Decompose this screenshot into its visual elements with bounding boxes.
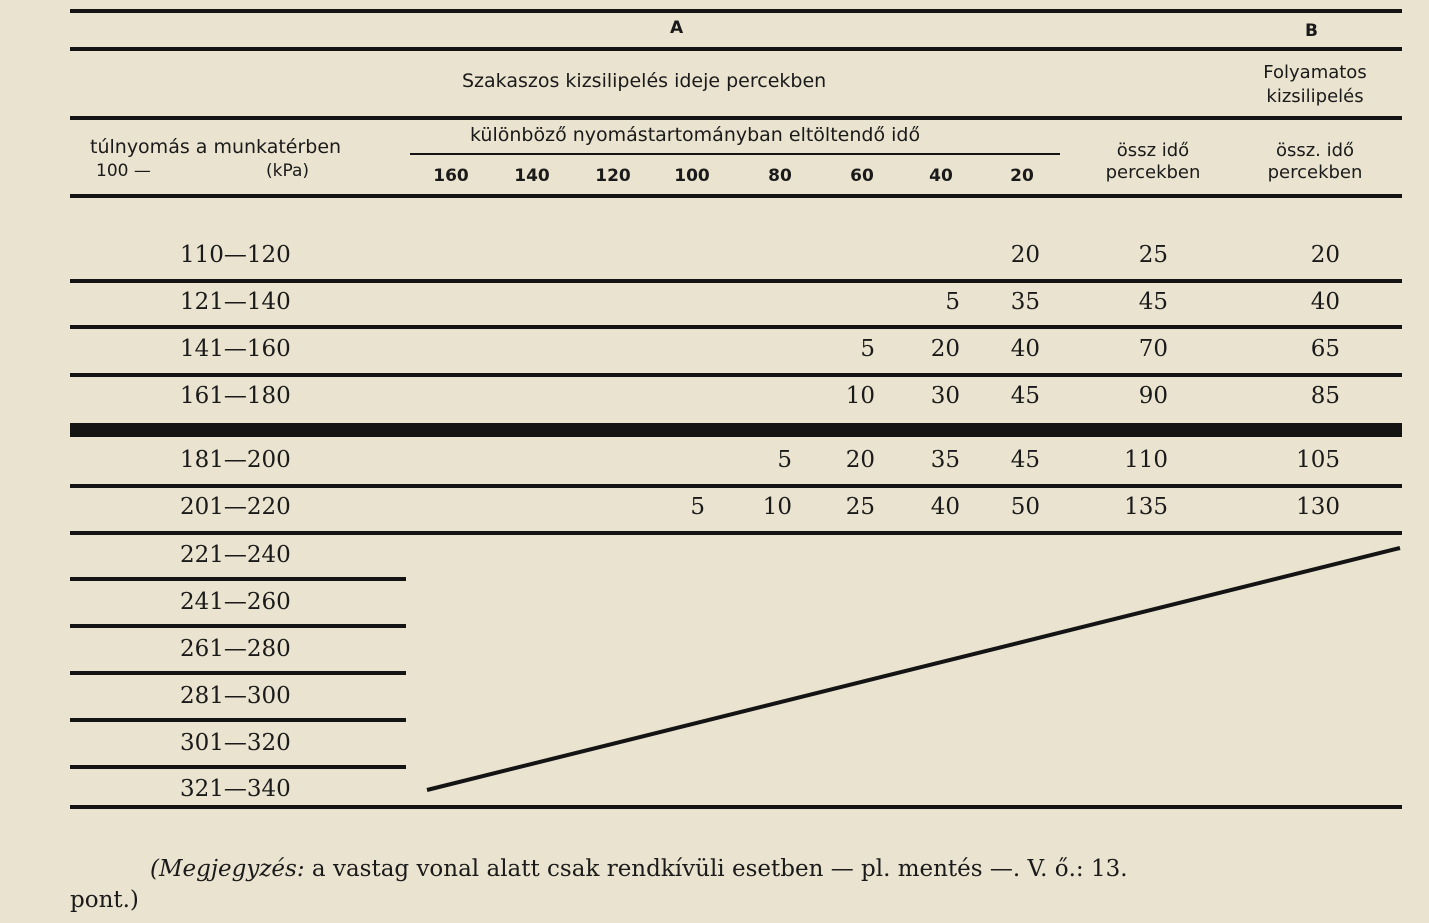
total-a: 110	[1124, 447, 1168, 473]
pressure-range: 121—140	[180, 289, 291, 315]
cell-60: 5	[860, 336, 875, 362]
bottom-rule	[70, 805, 1402, 809]
cell-60: 25	[845, 494, 875, 520]
cell-80: 5	[777, 447, 792, 473]
diagonal-line	[427, 548, 1400, 790]
cell-60: 20	[845, 447, 875, 473]
cell-80: 10	[762, 494, 792, 520]
total-a-header-line2: percekben	[1105, 162, 1201, 183]
cell-40: 35	[930, 447, 960, 473]
subrange-header: különböző nyomástartományban eltöltendő idő	[470, 124, 921, 146]
pressure-range: 201—220	[180, 494, 291, 520]
pressure-tick-20: 20	[1010, 166, 1034, 186]
cell-100: 5	[690, 494, 705, 520]
cell-20: 45	[1010, 383, 1040, 409]
cell-40: 40	[930, 494, 960, 520]
total-a: 135	[1124, 494, 1168, 520]
pressure-range: 321—340	[180, 776, 291, 802]
row-rule-short	[70, 765, 406, 769]
row-rule	[70, 484, 1402, 488]
total-b-header-line1: össz. idő	[1275, 140, 1355, 161]
footnote-label: (Megjegyzés:	[150, 856, 305, 882]
pressure-tick-100: 100	[674, 166, 710, 186]
pressure-tick-140: 140	[514, 166, 550, 186]
column-a-title: Szakaszos kizsilipelés ideje percekben	[462, 70, 827, 92]
pressure-unit-left: 100 —	[96, 161, 151, 181]
row-rule-short	[70, 671, 406, 675]
cell-40: 5	[945, 289, 960, 315]
row-rule	[70, 279, 1402, 283]
total-a-header-line1: össz idő	[1116, 140, 1190, 161]
column-b-title-line2: kizsilipelés	[1266, 86, 1364, 107]
pressure-header: túlnyomás a munkatérben	[90, 136, 342, 158]
row-rule-short	[70, 577, 406, 581]
total-b: 105	[1296, 447, 1340, 473]
header-rule-2	[70, 116, 1402, 120]
header-rule-1	[70, 47, 1402, 51]
total-b: 85	[1310, 383, 1340, 409]
subrange-underline	[410, 153, 1060, 155]
footnote-line2: pont.)	[70, 887, 139, 913]
pressure-tick-120: 120	[595, 166, 631, 186]
column-b-letter: B	[1305, 21, 1318, 41]
column-b-title-line1: Folyamatos	[1263, 62, 1367, 83]
footnote-line1	[150, 856, 1128, 882]
thick-separator-line	[70, 423, 1402, 437]
top-rule	[70, 9, 1402, 13]
row-rule	[70, 531, 1402, 535]
pressure-tick-60: 60	[850, 166, 874, 186]
cell-20: 50	[1010, 494, 1040, 520]
pressure-unit-right: (kPa)	[266, 161, 310, 181]
total-a: 45	[1138, 289, 1168, 315]
total-b: 40	[1310, 289, 1340, 315]
cell-20: 35	[1010, 289, 1040, 315]
pressure-tick-160: 160	[433, 166, 469, 186]
total-a: 25	[1138, 242, 1168, 268]
pressure-range: 161—180	[180, 383, 291, 409]
total-a: 90	[1138, 383, 1168, 409]
pressure-range: 181—200	[180, 447, 291, 473]
pressure-range: 261—280	[180, 636, 291, 662]
total-a: 70	[1138, 336, 1168, 362]
pressure-range: 241—260	[180, 589, 291, 615]
pressure-range: 301—320	[180, 730, 291, 756]
pressure-tick-80: 80	[768, 166, 792, 186]
total-b-header-line2: percekben	[1267, 162, 1363, 183]
cell-20: 45	[1010, 447, 1040, 473]
cell-60: 10	[845, 383, 875, 409]
total-b: 130	[1296, 494, 1340, 520]
pressure-range: 221—240	[180, 542, 291, 568]
row-rule-short	[70, 624, 406, 628]
pressure-range: 281—300	[180, 683, 291, 709]
cell-40: 20	[930, 336, 960, 362]
cell-20: 40	[1010, 336, 1040, 362]
pressure-range: 110—120	[180, 242, 291, 268]
cell-40: 30	[930, 383, 960, 409]
header-rule-3	[70, 194, 1402, 198]
footnote-text: a vastag vonal alatt csak rendkívüli esetben — pl. mentés —. V. ő.: 13.	[304, 856, 1128, 882]
row-rule	[70, 325, 1402, 329]
cell-20: 20	[1010, 242, 1040, 268]
pressure-tick-40: 40	[929, 166, 953, 186]
total-b: 65	[1310, 336, 1340, 362]
row-rule	[70, 373, 1402, 377]
total-b: 20	[1310, 242, 1340, 268]
column-a-letter: A	[670, 18, 684, 38]
pressure-range: 141—160	[180, 336, 291, 362]
row-rule-short	[70, 718, 406, 722]
